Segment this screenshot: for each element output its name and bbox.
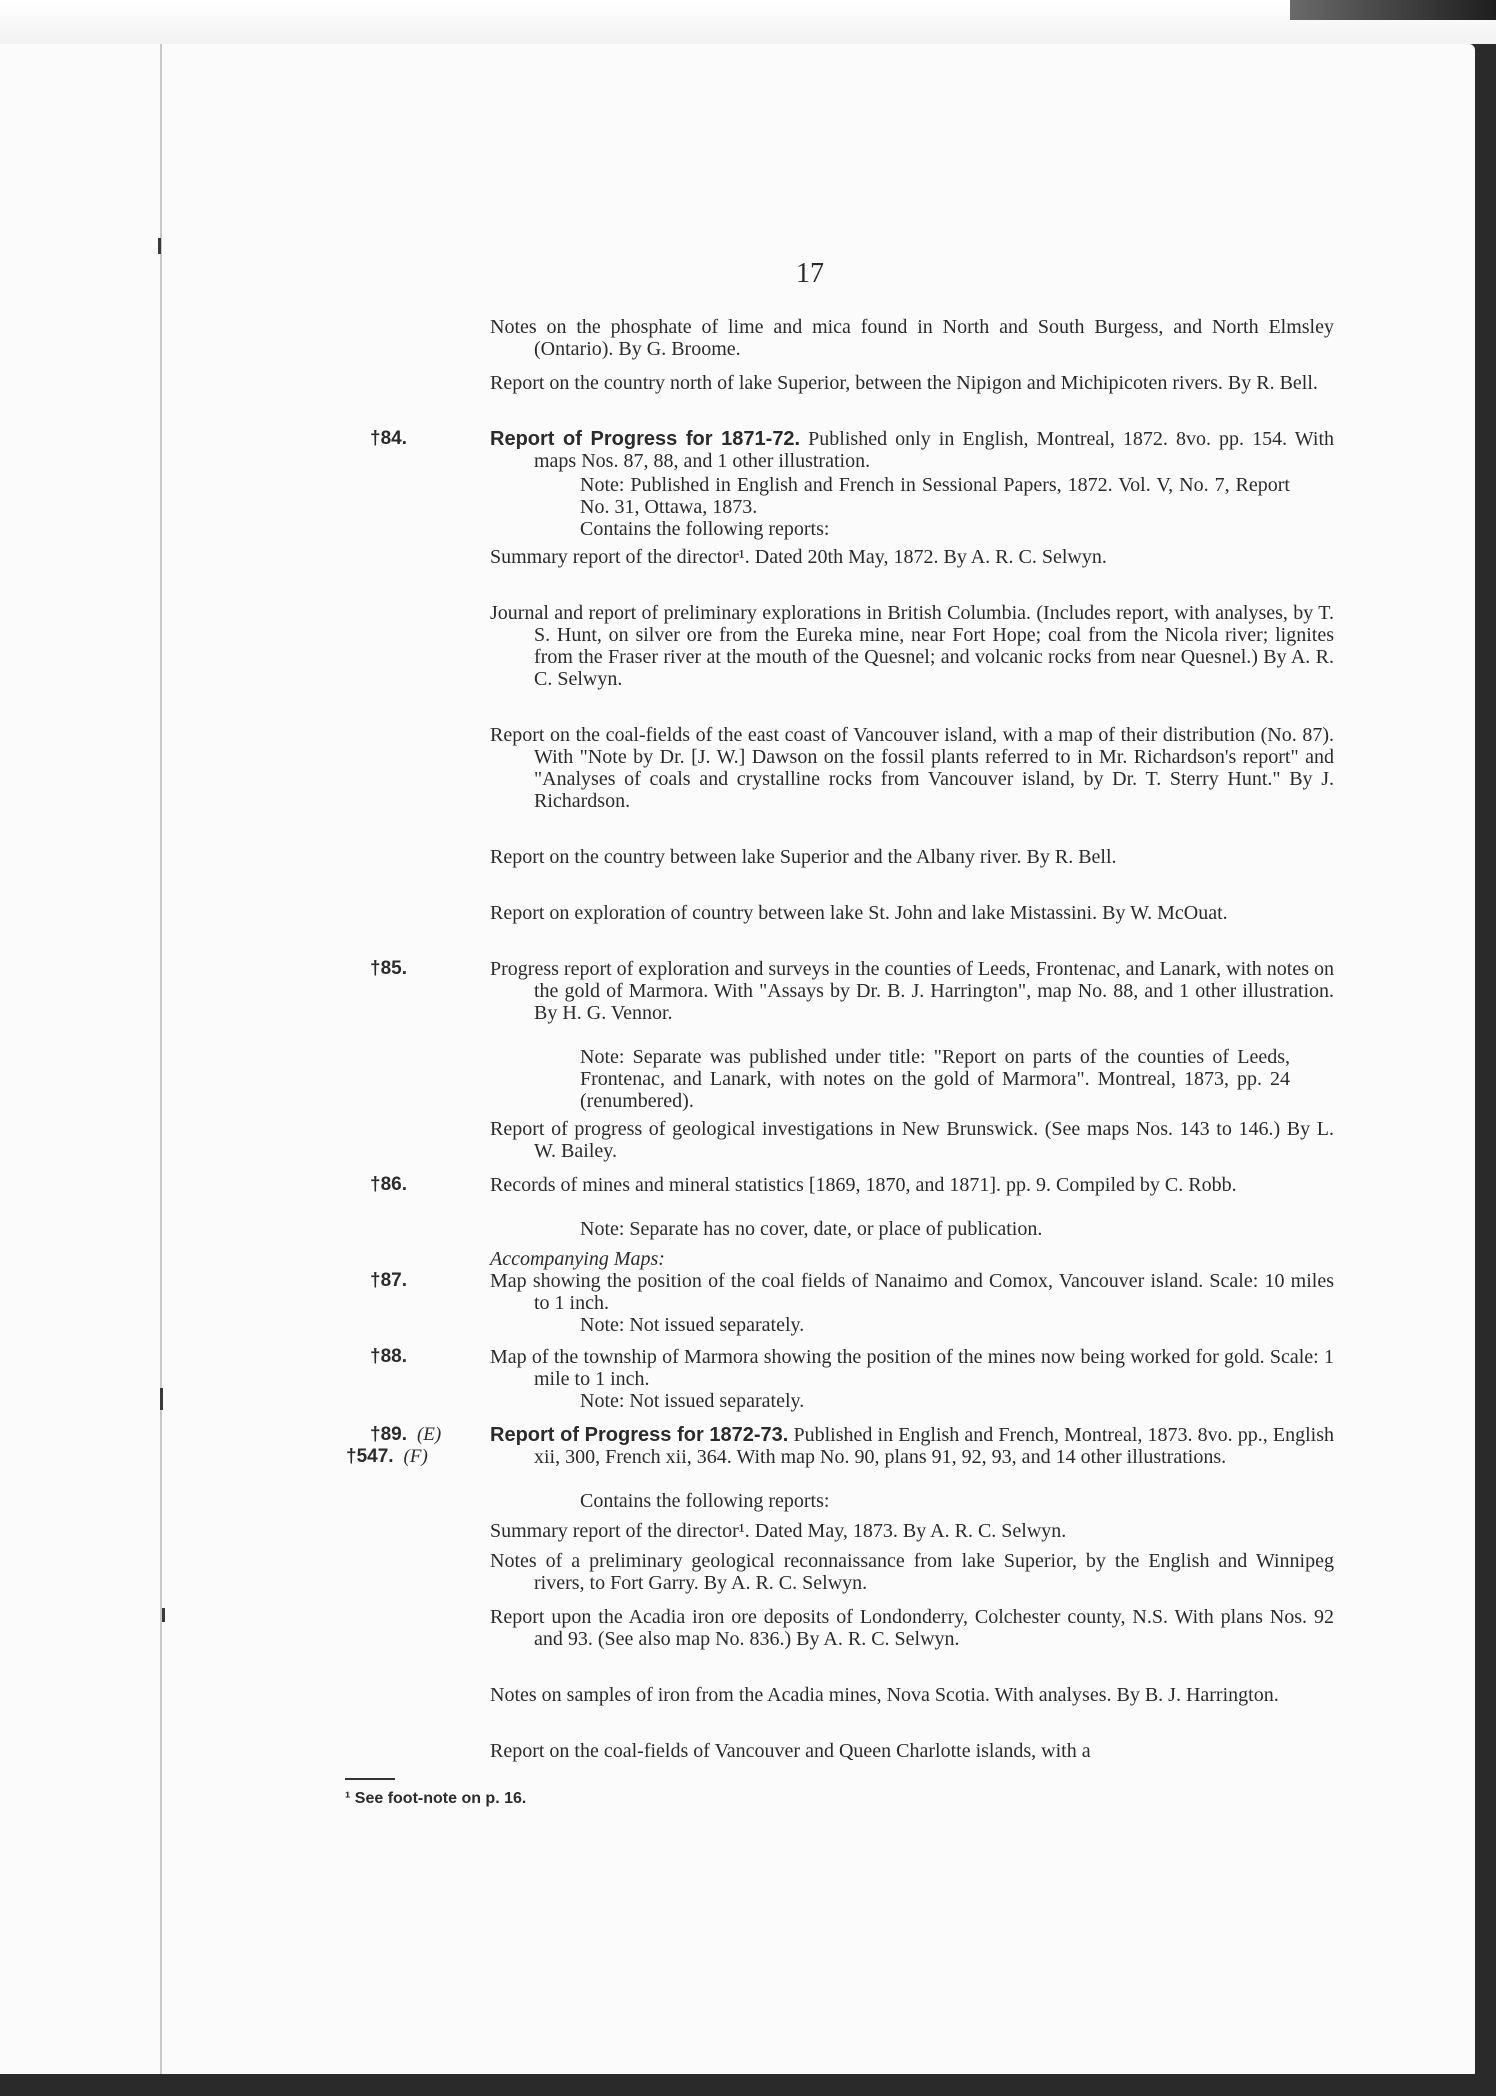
language-marker: (E) (416, 1424, 442, 1445)
scan-mark (162, 1608, 165, 1622)
section-heading: Accompanying Maps: (490, 1248, 665, 1270)
note: Note: Separate has no cover, date, or place of publication. (580, 1218, 1043, 1240)
contains-label: Contains the following reports: (580, 518, 830, 540)
entry-number (370, 1424, 441, 1446)
page-binding (160, 44, 162, 2074)
entry: Report on the coal-fields of the east coast of Vancouver island, with a map of their distribution (No. 87). With "Note by Dr. [J. W.] Dawson on the fossil plants referred to in Mr. Richardson's report" and "Analyses of coals and crystalline rocks from Vancouver island, by Dr. T. Sterry Hunt." By J. Richardson. (490, 724, 1334, 812)
footnote: ¹ See foot-note on p. 16. (345, 1790, 527, 1807)
scan-mark (158, 238, 161, 254)
footnote-rule (345, 1778, 395, 1780)
entry: Records of mines and mineral statistics [1869, 1870, and 1871]. pp. 9. Compiled by C. Robb. (490, 1174, 1237, 1196)
report-title: Report of Progress for 1871-72. (490, 428, 801, 450)
entry-number: †85. (370, 958, 407, 979)
scan-mark (160, 1388, 163, 1410)
entry-number: †86. (370, 1174, 407, 1195)
entry: Report on the country north of lake Superior, between the Nipigon and Michipicoten rivers. By R. Bell. (490, 372, 1318, 394)
entry: Notes on samples of iron from the Acadia mines, Nova Scotia. With analyses. By B. J. Harrington. (490, 1684, 1279, 1706)
entry-number: †84. (370, 428, 407, 449)
contains-label: Contains the following reports: (580, 1490, 830, 1512)
entry: Notes on the phosphate of lime and mica found in North and South Burgess, and North Elmsley (Ontario). By G. Broome. (490, 316, 1334, 360)
note: Note: Not issued separately. (580, 1314, 805, 1336)
entry: Summary report of the director¹. Dated May, 1873. By A. R. C. Selwyn. (490, 1520, 1067, 1542)
report-details: Published in English and French, Montreal, 1873. 8vo. pp., English xii, 300, French xii, 364. With map No. 90, plans 91, 92, 93, and 14 other illustrations. (534, 1424, 1335, 1468)
entry-number-label: †547. (346, 1446, 394, 1467)
entry: Report on the coal-fields of Vancouver and Queen Charlotte islands, with a (490, 1740, 1091, 1762)
entry: Journal and report of preliminary explorations in British Columbia. (Includes report, with analyses, by T. S. Hunt, on silver ore from the Eureka mine, near Fort Hope; coal from the Nicola river; lignites from the Fraser river at the mouth of the Quesnel; and volcanic rocks from near Quesnel.) By A. R. C. Selwyn. (490, 602, 1334, 690)
entry: Notes of a preliminary geological reconnaissance from lake Superior, by the English and Winnipeg rivers, to Fort Garry. By A. R. C. Selwyn. (490, 1550, 1334, 1594)
entry: Report on exploration of country between lake St. John and lake Mistassini. By W. McOuat. (490, 902, 1228, 924)
language-marker: (F) (403, 1446, 428, 1467)
entry: Map showing the position of the coal fields of Nanaimo and Comox, Vancouver island. Scale: 10 miles to 1 inch. (490, 1270, 1334, 1314)
note: Note: Published in English and French in Sessional Papers, 1872. Vol. V, No. 7, Report No. 31, Ottawa, 1873. (580, 474, 1290, 518)
entry-number: †88. (370, 1346, 407, 1367)
scanner-shadow (1290, 0, 1496, 20)
page-number: 17 (796, 258, 824, 289)
entry-number (346, 1446, 428, 1468)
entry: Report on the country between lake Superior and the Albany river. By R. Bell. (490, 846, 1117, 868)
report-title: Report of Progress for 1872-73. (490, 1424, 789, 1446)
top-margin (0, 0, 1496, 44)
note: Note: Separate was published under title: "Report on parts of the counties of Leeds, Frontenac, and Lanark, with notes on the gold of Marmora". Montreal, 1873, pp. 24 (renumbered). (580, 1046, 1290, 1112)
entry-number: †87. (370, 1270, 407, 1291)
entry: Report upon the Acadia iron ore deposits of Londonderry, Colchester county, N.S. With plans Nos. 92 and 93. (See also map No. 836.) By A. R. C. Selwyn. (490, 1606, 1334, 1650)
entry: Report of progress of geological investigations in New Brunswick. (See maps Nos. 143 to 146.) By L. W. Bailey. (490, 1118, 1334, 1162)
entry: Progress report of exploration and surveys in the counties of Leeds, Frontenac, and Lanark, with notes on the gold of Marmora. With "Assays by Dr. B. J. Harrington", map No. 88, and 1 other illustration. By H. G. Vennor. (490, 958, 1334, 1024)
entry: Map of the township of Marmora showing the position of the mines now being worked for gold. Scale: 1 mile to 1 inch. (490, 1346, 1334, 1390)
entry-number-label: †89. (370, 1424, 407, 1445)
note: Note: Not issued separately. (580, 1390, 805, 1412)
entry-report-heading (490, 428, 1334, 472)
entry: Summary report of the director¹. Dated 20th May, 1872. By A. R. C. Selwyn. (490, 546, 1107, 568)
entry-report-heading (490, 1424, 1334, 1468)
report-details: Published only in English, Montreal, 1872. 8vo. pp. 154. With maps Nos. 87, 88, and 1 other illustration. (534, 428, 1335, 472)
